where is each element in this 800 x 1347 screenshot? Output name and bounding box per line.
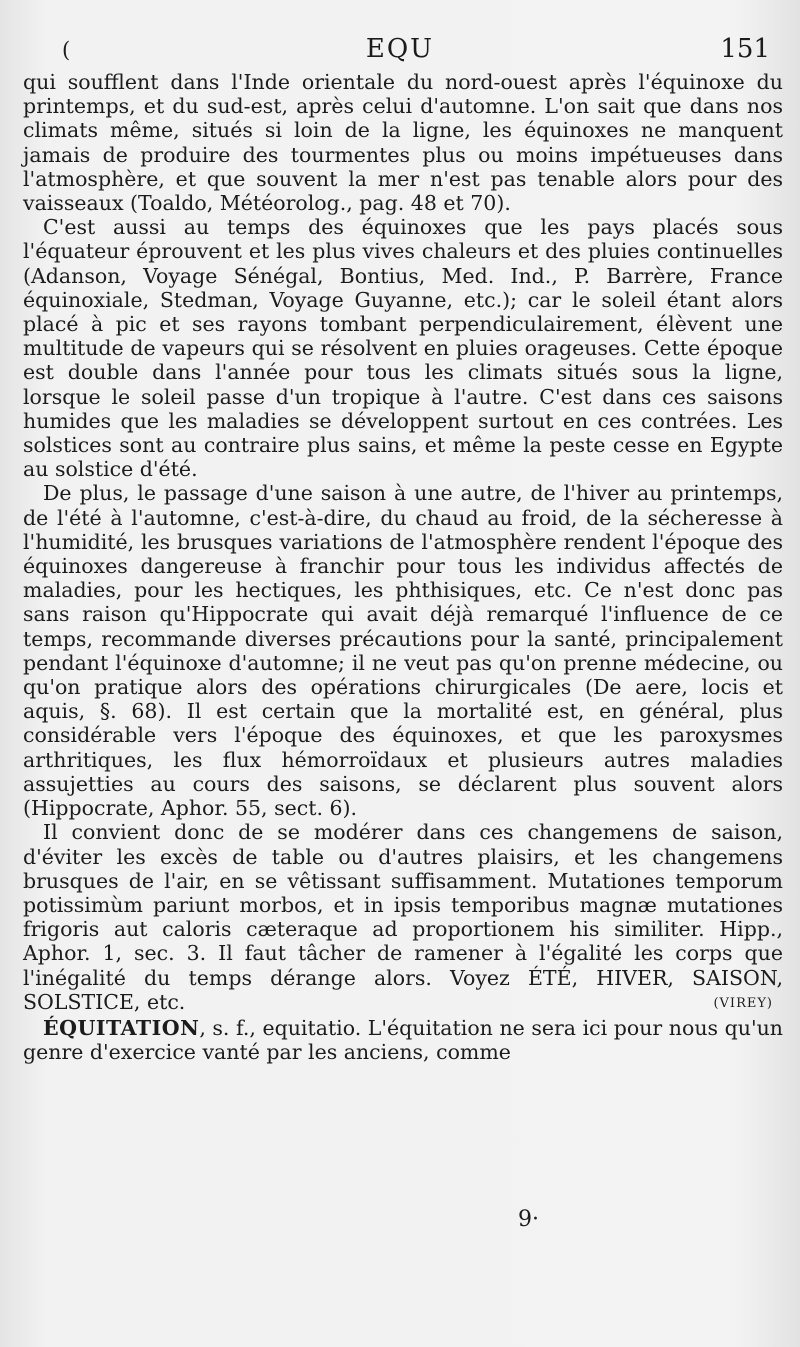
paragraph-4: Il convient donc de se modérer dans ces changemens de saison, d'éviter les excès de table ou d'autres plaisirs, et les changemens brusques de l'air, en se vêtissant suffisamment. Mutationes temporum potissimùm pariunt morbos, et in ipsis temporibus magnæ mutationes frigoris aut caloris cæteraque ad proportionem his similiter. Hipp., Aphor. 1, sec. 3. Il faut tâcher de ramener à l'égalité les corps que l'inégalité du temps dérange alors. Voyez ÉTÉ, HIVER, SAISON, SOLSTICE, etc. (23, 820, 783, 1014)
header-headword: EQU (365, 34, 435, 64)
author-signature: (VIREY) (713, 995, 773, 1011)
paragraph-3: De plus, le passage d'une saison à une autre, de l'hiver au printemps, de l'été à l'automne, c'est-à-dire, du chaud au froid, de la sécheresse à l'humidité, les brusques variations de l'atmosphère rendent l'époque des équinoxes dangereuse à franchir pour tous les individus affectés de maladies, pour les hectiques, les phthisiques, etc. Ce n'est donc pas sans raison qu'Hippocrate qui avait déjà remarqué l'influence de ce temps, recommande diverses précautions pour la santé, principalement pendant l'équinoxe d'automne; il ne veut pas qu'on prenne médecine, ou qu'on pratique alors des opérations chirurgicales (De aere, locis et aquis, §. 68). Il est certain que la mortalité est, en général, plus considérable vers l'époque des équinoxes, et que les paroxysmes arthritiques, les flux hémorroïdaux et plusieurs autres maladies assujetties au cours des saisons, se déclarent plus souvent alors (Hippocrate, Aphor. 55, sect. 6). (23, 481, 783, 821)
entry-headword: ÉQUITATION (43, 1016, 200, 1041)
signature-mark: 9· (518, 1207, 539, 1232)
page-number: 151 (720, 34, 770, 64)
paragraph-1: qui soufflent dans l'Inde orientale du nord-ouest après l'équinoxe du printemps, et du sud-est, après celui d'automne. L'on sait que dans nos climats même, situés si loin de la ligne, les équinoxes ne manquent jamais de produire des tourmentes plus ou moins impétueuses dans l'atmosphère, et que souvent la mer n'est pas tenable alors pour des vaisseaux (Toaldo, Météorolog., pag. 48 et 70). (23, 70, 783, 216)
entry-equitation (23, 1016, 783, 1064)
running-header (28, 34, 772, 68)
header-left-paren: ( (62, 38, 71, 62)
page-body (23, 70, 783, 1065)
paragraph-2: C'est aussi au temps des équinoxes que les pays placés sous l'équateur éprouvent et les plus vives chaleurs et des pluies continuelles (Adanson, Voyage Sénégal, Bontius, Med. Ind., P. Barrère, France équinoxiale, Stedman, Voyage Guyanne, etc.); car le soleil étant alors placé à pic et ses rayons tombant perpendiculairement, élèvent une multitude de vapeurs qui se résolvent en pluies orageuses. Cette époque est double dans l'année pour tous les climats situés sous la ligne, lorsque le soleil passe d'un tropique à l'autre. C'est dans ces saisons humides que les maladies se développent surtout en ces contrées. Les solstices sont au contraire plus sains, et même la peste cesse en Egypte au solstice d'été. (23, 215, 783, 482)
entry-text: , s. f., equitatio. L'équitation ne sera ici pour nous qu'un genre d'exercice vanté par les anciens, comme (23, 1016, 783, 1065)
